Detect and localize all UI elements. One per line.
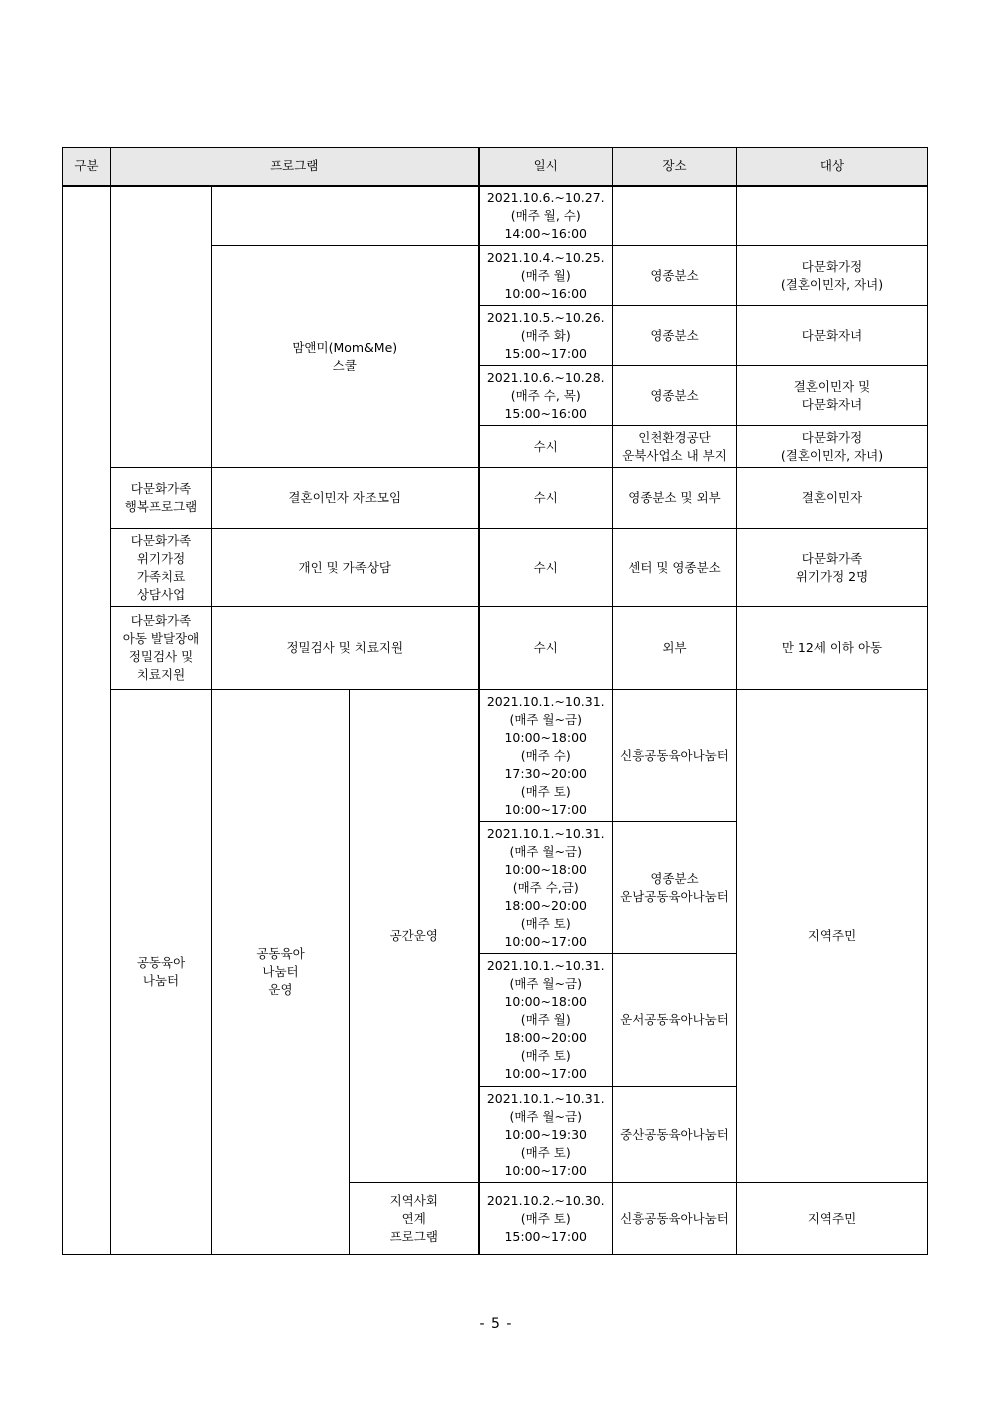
text-line: 2021.10.4.~10.25.	[486, 249, 605, 265]
table-row	[63, 690, 928, 822]
datetime-cell	[479, 954, 613, 1087]
program-mom-me-school	[212, 246, 479, 468]
text-line: 2021.10.6.~10.27.	[486, 189, 605, 205]
place-cell	[613, 607, 737, 690]
text-line: (매주 토)	[520, 783, 571, 799]
text-line: (매주 수)	[520, 747, 571, 763]
datetime-cell	[479, 690, 613, 822]
text-line: 2021.10.1.~10.31.	[486, 958, 605, 973]
place-cell	[613, 246, 737, 306]
text-line: 다문화가족	[801, 550, 863, 566]
text-line: (매주 토)	[520, 1048, 571, 1063]
text-line: 지역주민	[807, 1210, 857, 1226]
text-line: (매주 토)	[520, 1210, 571, 1226]
text-line: 다문화자녀	[801, 396, 863, 412]
text-line: 17:30~20:00	[504, 765, 588, 781]
text-line: 정밀검사 및	[128, 649, 194, 664]
text-line: (매주 토)	[520, 915, 571, 931]
text-line: 행복프로그램	[124, 499, 198, 514]
datetime-cell	[479, 607, 613, 690]
text-line: 10:00~17:00	[504, 933, 588, 949]
text-line: 2021.10.1.~10.31.	[486, 693, 605, 709]
text-line: 다문화자녀	[801, 327, 863, 343]
place-cell	[613, 426, 737, 468]
text-line: 만 12세 이하 아동	[781, 640, 883, 655]
datetime-cell	[479, 366, 613, 426]
target-cell	[737, 690, 928, 1183]
text-line: 10:00~18:00	[504, 861, 588, 877]
sub-space-operation	[350, 690, 479, 1183]
target-cell	[737, 607, 928, 690]
table-row	[63, 607, 928, 690]
target-cell	[737, 366, 928, 426]
place-cell	[613, 690, 737, 822]
datetime-cell	[479, 1183, 613, 1255]
text-line: 다문화가족	[130, 613, 192, 628]
text-line: (매주 월, 수)	[510, 207, 581, 223]
text-line: 10:00~18:00	[504, 994, 588, 1009]
place-cell	[613, 954, 737, 1087]
text-line: 수시	[533, 490, 558, 505]
text-line: 영종분소	[650, 267, 699, 283]
place-cell	[613, 366, 737, 426]
text-line: (매주 월~금)	[509, 711, 582, 727]
text-line: 2021.10.6.~10.28.	[486, 369, 605, 385]
place-cell	[613, 1087, 737, 1183]
text-line: 15:00~17:00	[504, 1228, 588, 1244]
text-line: 외부	[662, 640, 687, 655]
category-cell-empty	[63, 186, 111, 1255]
category-developmental-support	[111, 607, 212, 690]
text-line: (매주 월~금)	[509, 843, 582, 859]
text-line: 나눔터	[262, 964, 299, 979]
text-line: 인천환경공단	[638, 429, 711, 445]
text-line: 10:00~17:00	[504, 1162, 588, 1178]
place-cell	[613, 306, 737, 366]
program-cell	[212, 607, 479, 690]
text-line: (매주 수,금)	[512, 879, 579, 895]
text-line: 수시	[533, 559, 558, 575]
text-line: 공간운영	[389, 928, 438, 943]
target-cell	[737, 529, 928, 607]
text-line: 운영	[268, 982, 293, 997]
table-row	[63, 186, 928, 246]
text-line: 다문화가정	[801, 258, 863, 274]
datetime-cell	[479, 246, 613, 306]
text-line: 신흥공동육아나눔터	[620, 747, 729, 763]
text-line: (매주 화)	[520, 327, 571, 343]
text-line: (결혼이민자, 자녀)	[780, 276, 884, 292]
target-cell	[737, 186, 928, 246]
text-line: 치료지원	[136, 667, 186, 682]
text-line: (매주 월)	[520, 267, 571, 283]
text-line: 연계	[401, 1210, 426, 1226]
text-line: 2021.10.1.~10.31.	[486, 825, 605, 841]
category-happy-program	[111, 468, 212, 529]
text-line: 공동육아	[136, 955, 186, 970]
text-line: 아동 발달장애	[122, 631, 200, 646]
header-category: 구분	[63, 148, 111, 186]
program-cell	[212, 529, 479, 607]
table-row	[63, 529, 928, 607]
text-line: 지역주민	[807, 928, 857, 943]
text-line: 공동육아	[256, 946, 305, 961]
target-cell	[737, 306, 928, 366]
text-line: 수시	[533, 438, 558, 454]
text-line: 18:00~20:00	[504, 897, 588, 913]
text-line: 정밀검사 및 치료지원	[286, 640, 404, 655]
text-line: 영종분소	[650, 327, 699, 343]
text-line: (결혼이민자, 자녀)	[780, 447, 884, 463]
table-row	[63, 468, 928, 529]
text-line: 스쿨	[332, 357, 357, 373]
header-target: 대상	[737, 148, 928, 186]
text-line: 10:00~17:00	[504, 1066, 588, 1081]
text-line: 10:00~18:00	[504, 729, 588, 745]
header-program: 프로그램	[111, 148, 479, 186]
text-line: 위기가정 2명	[795, 568, 869, 584]
place-cell	[613, 468, 737, 529]
text-line: (매주 수, 목)	[510, 387, 581, 403]
text-line: 프로그램	[389, 1228, 438, 1244]
datetime-cell	[479, 306, 613, 366]
datetime-cell	[479, 468, 613, 529]
text-line: 15:00~16:00	[504, 405, 588, 421]
place-cell	[613, 186, 737, 246]
sub-community-program	[350, 1183, 479, 1255]
text-line: 영종분소	[650, 870, 699, 886]
text-line: 15:00~17:00	[504, 345, 588, 361]
text-line: 운서공동육아나눔터	[620, 1012, 729, 1027]
text-line: 센터 및 영종분소	[628, 559, 721, 575]
target-cell	[737, 1183, 928, 1255]
text-line: (매주 월)	[520, 1012, 571, 1027]
category-childcare-sharing	[111, 690, 212, 1255]
text-line: 운북사업소 내 부지	[622, 447, 727, 463]
text-line: 맘앤미(Mom&Me)	[292, 339, 398, 355]
text-line: 다문화가족	[130, 532, 192, 548]
text-line: 개인 및 가족상담	[298, 559, 391, 575]
text-line: 10:00~16:00	[504, 285, 588, 301]
text-line: 수시	[533, 640, 558, 655]
datetime-cell	[479, 186, 613, 246]
text-line: 상담사업	[136, 586, 186, 602]
place-cell	[613, 822, 737, 954]
datetime-cell	[479, 426, 613, 468]
text-line: 중산공동육아나눔터	[620, 1126, 729, 1142]
text-line: 결혼이민자	[801, 490, 863, 505]
program-childcare-operation	[212, 690, 350, 1255]
text-line: 결혼이민자 자조모임	[288, 490, 402, 505]
target-cell	[737, 426, 928, 468]
text-line: 영종분소 및 외부	[628, 490, 721, 505]
header-datetime: 일시	[479, 148, 613, 186]
text-line: 가족치료	[136, 568, 186, 584]
text-line: 다문화가정	[801, 429, 863, 445]
datetime-cell	[479, 822, 613, 954]
text-line: 다문화가족	[130, 481, 192, 496]
datetime-cell	[479, 1087, 613, 1183]
datetime-cell	[479, 529, 613, 607]
text-line: (매주 토)	[520, 1144, 571, 1160]
header-place: 장소	[613, 148, 737, 186]
text-line: 운남공동육아나눔터	[620, 888, 729, 904]
text-line: 위기가정	[136, 550, 186, 566]
text-line: (매주 월~금)	[509, 976, 582, 991]
text-line: 2021.10.2.~10.30.	[486, 1192, 605, 1208]
place-cell	[613, 1183, 737, 1255]
target-cell	[737, 468, 928, 529]
text-line: 18:00~20:00	[504, 1030, 588, 1045]
text-line: 나눔터	[142, 973, 180, 988]
page-number: - 5 -	[479, 1316, 513, 1332]
header-row	[63, 148, 928, 186]
category-cell-blank	[111, 186, 212, 468]
text-line: (매주 월~금)	[509, 1108, 582, 1124]
target-cell	[737, 246, 928, 306]
program-cell	[212, 468, 479, 529]
program-cell-blank	[212, 186, 479, 246]
text-line: 2021.10.5.~10.26.	[486, 309, 605, 325]
text-line: 14:00~16:00	[504, 225, 588, 241]
text-line: 결혼이민자 및	[793, 378, 871, 394]
text-line: 10:00~17:00	[504, 801, 588, 817]
category-crisis-counseling	[111, 529, 212, 607]
text-line: 영종분소	[650, 387, 699, 403]
text-line: 지역사회	[389, 1192, 438, 1208]
place-cell	[613, 529, 737, 607]
text-line: 10:00~19:30	[504, 1126, 588, 1142]
text-line: 2021.10.1.~10.31.	[486, 1090, 605, 1106]
text-line: 신흥공동육아나눔터	[620, 1210, 729, 1226]
schedule-table	[62, 147, 928, 1255]
